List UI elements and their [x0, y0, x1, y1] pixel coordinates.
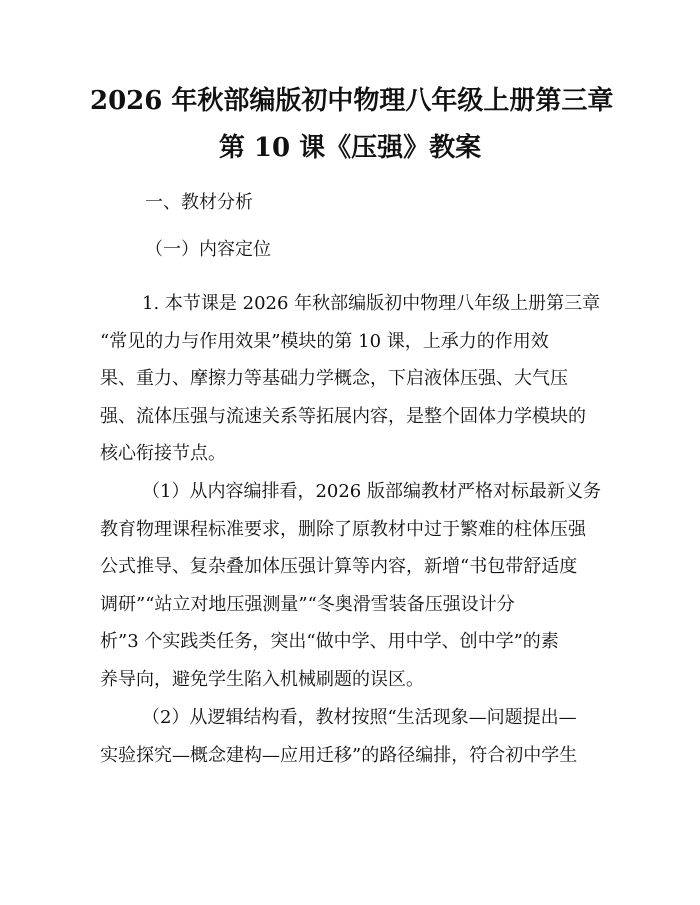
paragraph-line: 强、流体压强与流速关系等拓展内容，是整个固体力学模块的 — [100, 405, 586, 427]
paragraph-line: （2）从逻辑结构看，教材按照“生活现象—问题提出— — [142, 707, 577, 728]
paragraph-line: 果、重力、摩擦力等基础力学概念，下启液体压强、大气压 — [100, 368, 568, 389]
paragraph-line: 实验探究—概念建构—应用迁移”的路径编排，符合初中学生 — [100, 744, 578, 766]
paragraph-line: 核心衔接节点。 — [100, 443, 226, 464]
document-title-line-1: 2026 年秋部编版初中物理八年级上册第三章 — [90, 86, 614, 116]
subsection-heading: （一）内容定位 — [145, 239, 271, 260]
paragraph-content-arrangement — [100, 473, 600, 698]
paragraph-line: 教育物理课程标准要求，删除了原教材中过于繁难的柱体压强 — [100, 518, 586, 540]
paragraph-line: 析”3 个实践类任务，突出“做中学、用中学、创中学”的素 — [100, 631, 559, 652]
document-title-line-2: 第 10 课《压强》教案 — [218, 133, 482, 163]
paragraph-logical-structure — [100, 699, 600, 774]
paragraph-line: 1. 本节课是 2026 年秋部编版初中物理八年级上册第三章 — [142, 293, 601, 314]
paragraph-line: “常见的力与作用效果”模块的第 10 课，上承力的作用效 — [100, 330, 549, 352]
paragraph-line: 养导向，避免学生陷入机械刷题的误区。 — [100, 668, 424, 690]
paragraph-content-position — [100, 285, 600, 473]
paragraph-line: （1）从内容编排看，2026 版部编教材严格对标最新义务 — [142, 481, 601, 502]
paragraph-line: 公式推导、复杂叠加体压强计算等内容，新增“书包带舒适度 — [100, 556, 578, 577]
section-heading: 一、教材分析 — [145, 192, 253, 213]
paragraph-line: 调研”“站立对地压强测量”“冬奥滑雪装备压强设计分 — [100, 593, 515, 615]
